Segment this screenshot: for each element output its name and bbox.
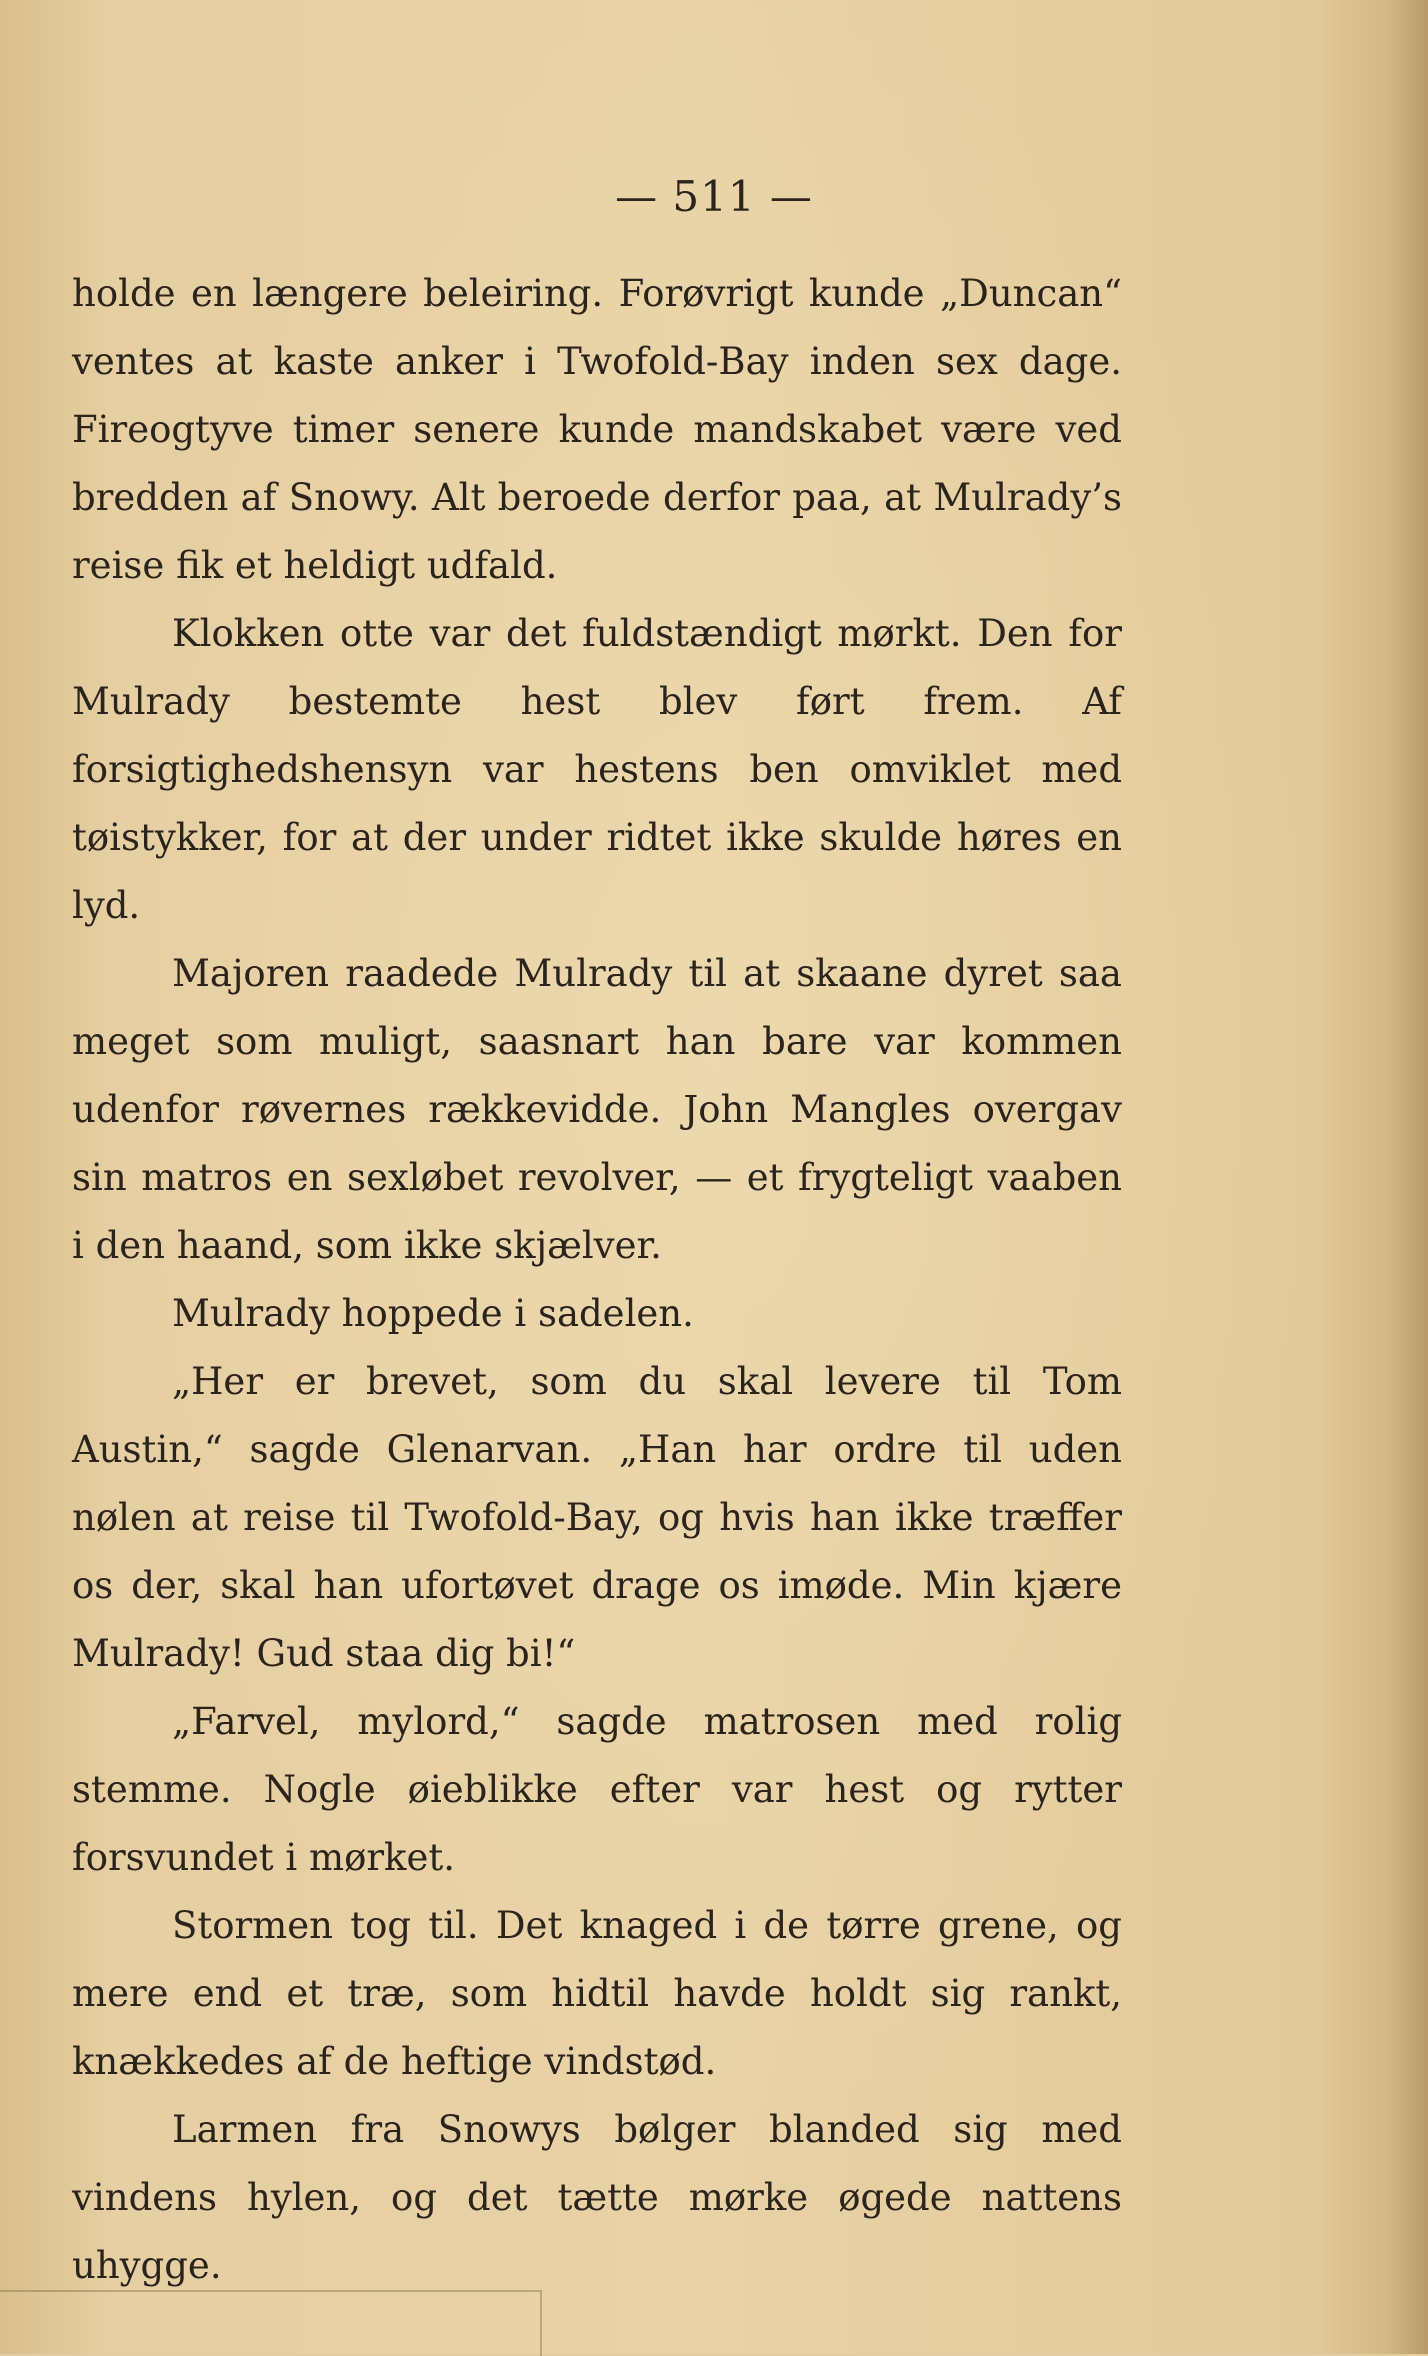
paragraph: Klokken otte var det fuldstændigt mørkt. Den for Mulrady bestemte hest blev ført frem. Af forsigtighedshensyn var hestens ben omviklet med tøistykker, for at der under ridtet ikke skulde høres en lyd. — [72, 612, 1122, 927]
paragraph: „Her er brevet, som du skal levere til Tom Austin,“ sagde Glenarvan. „Han har ordre til uden nølen at reise til Twofold-Bay, og hvis han ikke træffer os der, skal han ufortøvet drage os imøde. Min kjære Mulrady! Gud staa dig bi!“ — [72, 1360, 1122, 1675]
paragraph: „Farvel, mylord,“ sagde matrosen med rolig stemme. Nogle øieblikke efter var hest og rytter forsvundet i mørket. — [72, 1700, 1122, 1879]
paragraph: Mulrady hoppede i sadelen. — [172, 1292, 694, 1335]
body-text — [72, 260, 1122, 2300]
paragraph: Stormen tog til. Det knaged i de tørre grene, og mere end et træ, som hidtil havde holdt sig rankt, knækkedes af de heftige vindstød. — [72, 1904, 1122, 2083]
paragraph: Majoren raadede Mulrady til at skaane dyret saa meget som muligt, saasnart han bare var kommen udenfor røvernes rækkevidde. John Mangles overgav sin matros en sexløbet revolver, — et frygteligt vaaben i den haand, som ikke skjælver. — [72, 952, 1122, 1267]
page-number: — 511 — — [615, 172, 813, 221]
paragraph-continued: holde en længere beleiring. Forøvrigt kunde „Duncan“ ventes at kaste anker i Twofold-Bay inden sex dage. Fireogtyve timer senere kunde mandskabet være ved bredden af Snowy. Alt beroede derfor paa, at Mulrady’s reise fik et heldigt udfald. — [72, 272, 1122, 587]
page-edge-shadow — [1388, 0, 1428, 2354]
paragraph: Larmen fra Snowys bølger blanded sig med vindens hylen, og det tætte mørke øgede nattens uhygge. — [72, 2108, 1122, 2287]
